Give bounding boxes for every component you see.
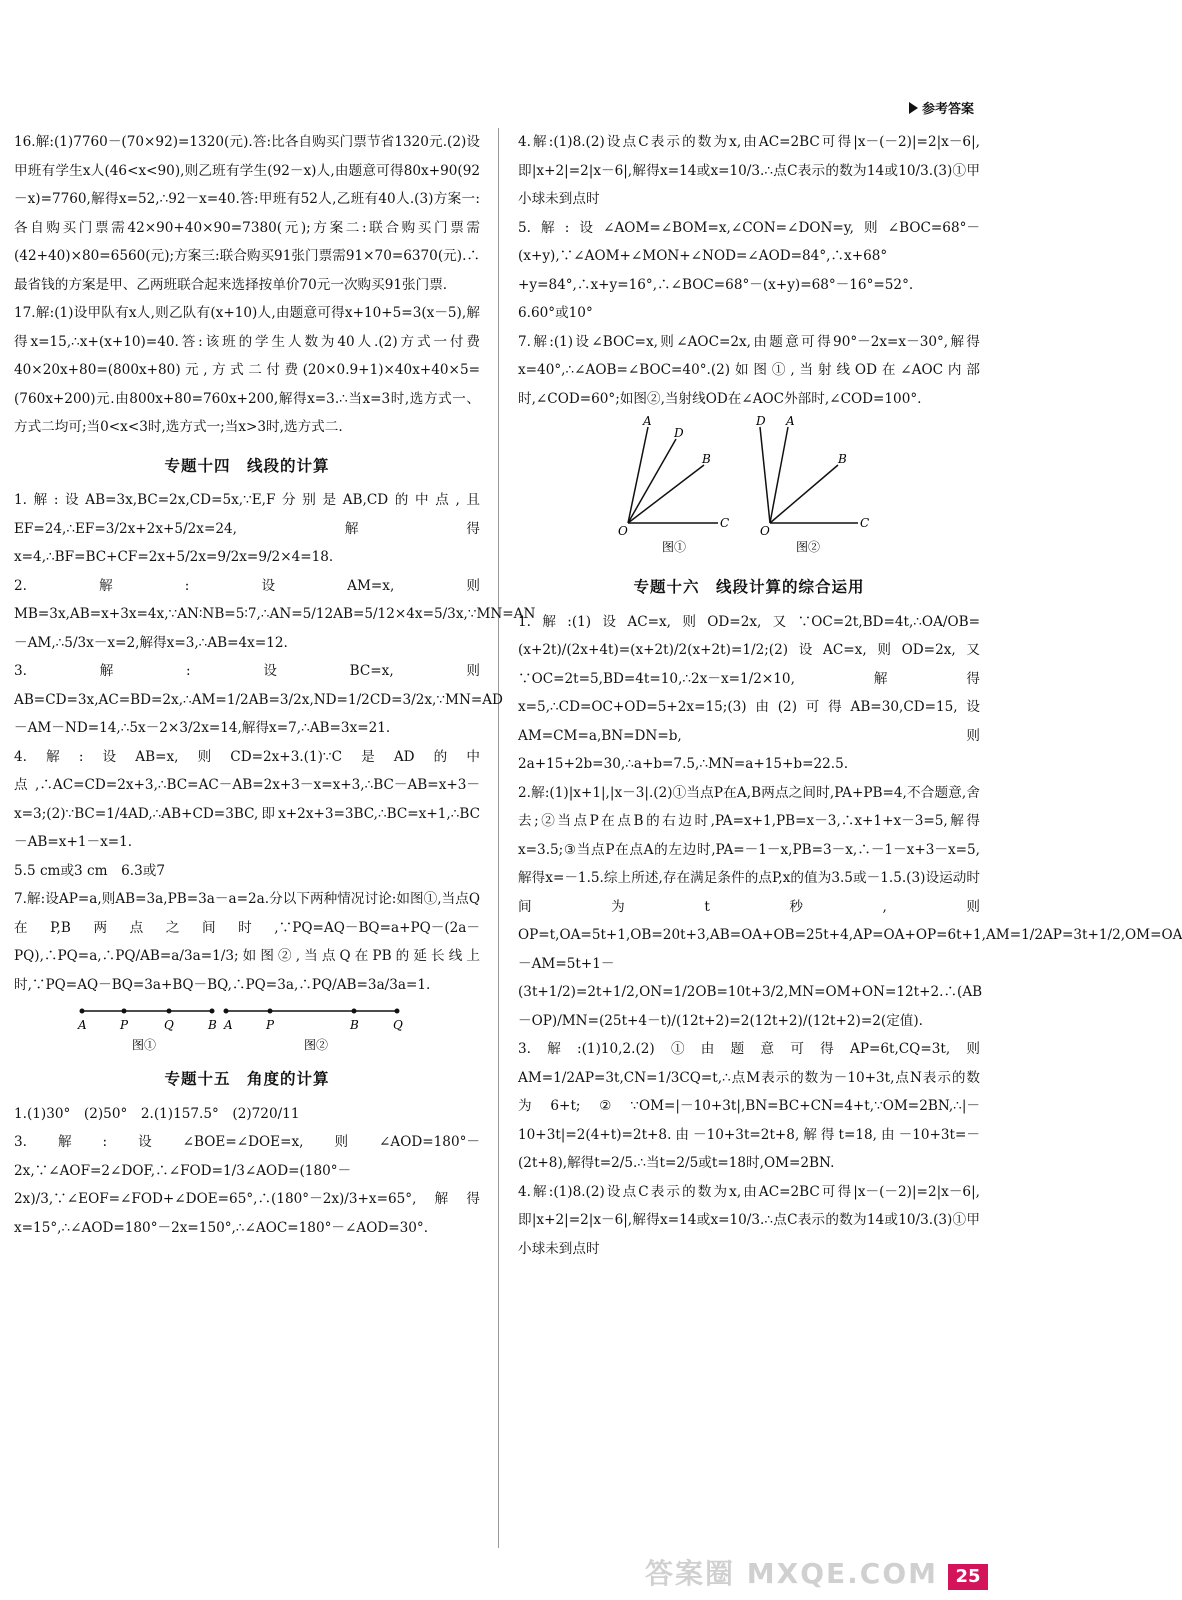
column-divider: [498, 128, 499, 1548]
fig2-caption: 图②: [796, 540, 821, 554]
section-title-16: 专题十六 线段计算的综合运用: [633, 578, 865, 596]
segment-figure-svg: [14, 999, 480, 1055]
answer-14-5-6: 5.5 cm或3 cm 6.3或7: [14, 862, 165, 879]
answer-14-2: 2.解:设AM=x,则MB=3x,AB=x+3x=4x,∵AN∶NB=5∶7,∴AN=5/12AB=5/12×4x=5/3x,∵MN=AN－AM,∴5/3x－x=2,解得x=3,∴AB=4x=12.: [14, 577, 536, 651]
answer-17: 17.解:(1)设甲队有x人,则乙队有(x+10)人,由题意可得x+10+5=3(x－5),解得x=15,∴x+(x+10)=40.答:该班的学生人数为40人.(2)方式一付费40×20x+80=(800x+80)元,方式二付费(20×0.9+1)×40x+40×5=(760x+200)元.由800x+80=760x+200,解得x=3.∴当x=3时,选方式一、方式二均可;当0<x<3时,选方式一;当x>3时,选方式二.: [14, 305, 480, 435]
section-title-14: 专题十四 线段的计算: [164, 456, 330, 475]
fig1-label-D: D: [674, 426, 684, 440]
fig1-label-A: A: [643, 414, 652, 428]
label-A1: A: [78, 1018, 87, 1032]
segment-figures: [14, 999, 480, 1055]
page-number: 25: [948, 1564, 988, 1590]
answer-15-1-2: 1.(1)30° (2)50° 2.(1)157.5° (2)720/11: [14, 1105, 300, 1122]
label-B2: B: [350, 1018, 359, 1032]
label-Q1: Q: [164, 1018, 174, 1032]
header-label: 参考答案: [921, 102, 974, 117]
answer-16-3: 3.解:(1)10,2.(2)①由题意可得AP=6t,CQ=3t,则AM=1/2AP=3t,CN=1/3CQ=t,∴点M表示的数为－10+3t,点N表示的数为6+t;②∵OM=|－10+3t|,BN=BC+CN=4+t,∵OM=2BN,∴|－10+3t|=2(4+t)=2t+8.由－10+3t=2t+8,解得t=18,由－10+3t=－(2t+8),解得t=2/5.∴当t=2/5或t=18时,OM=2BN.: [518, 1041, 980, 1171]
caption-2: 图②: [304, 1038, 329, 1052]
answer-15-4: 4.解:(1)8.(2)设点C表示的数为x,由AC=2BC可得|x－(－2)|=2|x－6|,即|x+2|=2|x－6|,解得x=14或x=10/3.∴点C表示的数为14或10/3.(3)①甲小球未到点时: [518, 134, 980, 207]
answer-14-4: 4.解:设AB=x,则CD=2x+3.(1)∵C是AD的中点,∴AC=CD=2x+3,∴BC=AC－AB=2x+3－x=x+3,∴BC－AB=x+3－x=3;(2)∵BC=1/4AD,∴AB+CD=3BC,即x+2x+3=3BC,∴BC=x+1,∴BC－AB=x+1－x=1.: [14, 748, 480, 850]
triangle-marker-icon: [909, 102, 918, 114]
label-Q2: Q: [393, 1018, 403, 1032]
fig2-label-C: C: [860, 516, 870, 530]
angle-figure-svg: [518, 413, 980, 563]
caption-1: 图①: [132, 1038, 157, 1052]
fig1-label-C: C: [720, 516, 730, 530]
fig1-label-O: O: [618, 524, 628, 538]
watermark: 答案圈 MXQE.COM: [645, 1557, 938, 1590]
answer-14-7: 7.解:设AP=a,则AB=3a,PB=3a－a=2a.分以下两种情况讨论:如图①,当点Q在P,B两点之间时,∵PQ=AQ－BQ=a+PQ－(2a－PQ),∴PQ=a,∴PQ/AB=a/3a=1/3;如图②,当点Q在PB的延长线上时,∵PQ=AQ－BQ=3a+BQ－BQ,∴PQ=3a,∴PQ/AB=3a/3a=1.: [14, 891, 480, 993]
answer-16-4: 4.解:(1)8.(2)设点C表示的数为x,由AC=2BC可得|x－(－2)|=2|x－6|,即|x+2|=2|x－6|,解得x=14或x=10/3.∴点C表示的数为14或10/3.(3)①甲小球未到点时: [518, 1183, 980, 1257]
right-column: [518, 128, 1182, 1263]
fig2-label-A: A: [786, 414, 795, 428]
answer-16-1: 1.解:(1)设AC=x,则OD=2x,又∵OC=2t,BD=4t,∴OA/OB=(x+2t)/(2x+4t)=(x+2t)/2(x+2t)=1/2;(2)设AC=x,则OD=2x,又∵OC=2t=5,BD=4t=10,∴2x－x=1/2×10,解得x=5,∴CD=OC+OD=5+2x=15;(3)由(2)可得AB=30,CD=15,设AM=CM=a,BN=DN=b,则2a+15+2b=30,∴a+b=7.5,∴MN=a+15+b=22.5.: [518, 613, 980, 772]
label-P2: P: [266, 1018, 275, 1032]
section-title-15: 专题十五 角度的计算: [164, 1070, 330, 1088]
answer-15-6: 6.60°或10°: [518, 305, 593, 321]
angle-figures: [518, 413, 980, 563]
answer-15-7: 7.解:(1)设∠BOC=x,则∠AOC=2x,由题意可得90°－2x=x－30°,解得x=40°,∴∠AOB=∠BOC=40°.(2)如图①,当射线OD在∠AOC内部时,∠COD=60°;如图②,当射线OD在∠AOC外部时,∠COD=100°.: [518, 333, 980, 407]
answer-15-5: 5.解:设∠AOM=∠BOM=x,∠CON=∠DON=y,则∠BOC=68°－(x+y),∵∠AOM+∠MON+∠NOD=∠AOD=84°,∴x+68°+y=84°,∴x+y=16°,∴∠BOC=68°－(x+y)=68°－16°=52°.: [518, 219, 980, 293]
answer-15-3: 3.解:设∠BOE=∠DOE=x,则∠AOD=180°－2x,∵∠AOF=2∠DOF,∴∠FOD=1/3∠AOD=(180°－2x)/3,∵∠EOF=∠FOD+∠DOE=65°,∴(180°－2x)/3+x=65°,解得x=15°,∴∠AOD=180°－2x=150°,∴∠AOC=180°－∠AOD=30°.: [14, 1134, 480, 1236]
fig1-caption: 图①: [662, 540, 687, 554]
label-B1: B: [208, 1018, 217, 1032]
fig2-label-D: D: [756, 414, 766, 428]
answer-14-1: 1.解:设AB=3x,BC=2x,CD=5x,∵E,F分别是AB,CD的中点,且EF=24,∴EF=3/2x+2x+5/2x=24,解得x=4,∴BF=BC+CF=2x+5/2x=9/2x=9/2×4=18.: [14, 492, 480, 565]
fig1-label-B: B: [702, 452, 711, 466]
answer-16-2: 2.解:(1)|x+1|,|x－3|.(2)①当点P在A,B两点之间时,PA+PB=4,不合题意,舍去;②当点P在点B的右边时,PA=x+1,PB=x－3,∴x+1+x－3=5,解得x=3.5;③当点P在点A的左边时,PA=－1－x,PB=3－x,∴－1－x+3－x=5,解得x=－1.5.综上所述,存在满足条件的点P,x的值为3.5或－1.5.(3)设运动时间为t秒,则OP=t,OA=5t+1,OB=20t+3,AB=OA+OB=25t+4,AP=OA+OP=6t+1,AM=1/2AP=3t+1/2,OM=OA－AM=5t+1－(3t+1/2)=2t+1/2,ON=1/2OB=10t+3/2,MN=OM+ON=12t+2.∴(AB－OP)/MN=(25t+4－t)/(12t+2)=2(12t+2)/(12t+2)=2(定值).: [518, 784, 1182, 1029]
answer-16: 16.解:(1)7760－(70×92)=1320(元).答:比各自购买门票节省1320元.(2)设甲班有学生x人(46<x<90),则乙班有学生(92－x)人,由题意可得80x+90(92－x)=7760,解得x=52,∴92－x=40.答:甲班有52人,乙班有40人.(3)方案一:各自购买门票需42×90+40×90=7380(元);方案二:联合购买门票需(42+40)×80=6560(元);方案三:联合购买91张门票需91×70=6370(元).∴最省钱的方案是甲、乙两班联合起来选择按单价70元一次购买91张门票.: [14, 134, 480, 293]
label-P1: P: [120, 1018, 129, 1032]
label-A2: A: [224, 1018, 233, 1032]
fig2-label-O: O: [760, 524, 770, 538]
left-column: [14, 128, 536, 1242]
fig2-label-B: B: [838, 452, 847, 466]
answer-14-3: 3.解:设BC=x,则AB=CD=3x,AC=BD=2x,∴AM=1/2AB=3/2x,ND=1/2CD=3/2x,∵MN=AD－AM－ND=14,∴5x－2×3/2x=14,解得x=7,∴AB=3x=21.: [14, 663, 503, 736]
section-header: [909, 98, 974, 117]
